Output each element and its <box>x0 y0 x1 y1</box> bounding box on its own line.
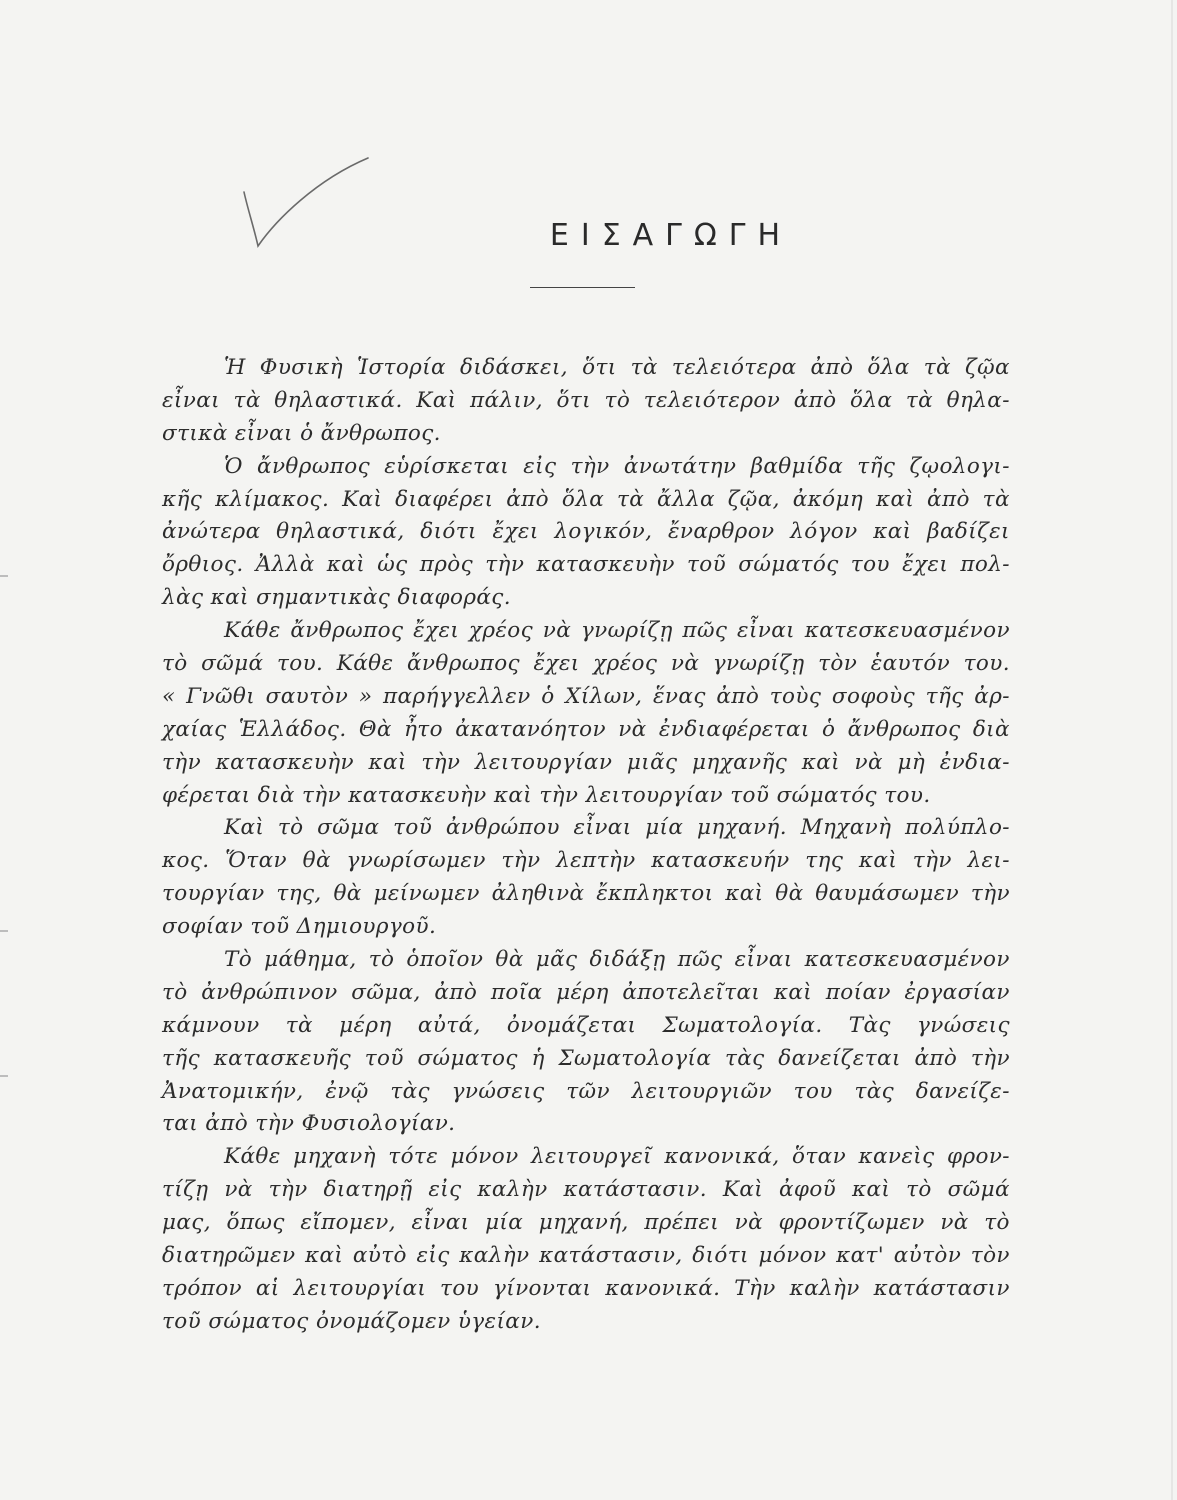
word: νὰ <box>854 749 883 775</box>
word: τοῦ <box>393 815 433 841</box>
word: τὸ <box>604 387 631 413</box>
word: σῶμα <box>317 815 380 841</box>
word: ὁποῖον <box>406 947 484 973</box>
word: καλὴν <box>789 1275 860 1301</box>
word: σοφοὺς <box>831 683 916 709</box>
word: του. <box>963 651 1010 677</box>
word: τοῦ <box>364 1045 404 1071</box>
word: αἱ <box>255 1275 280 1301</box>
word: ἄνθρωπος <box>406 651 520 677</box>
word: λόγον <box>790 519 858 545</box>
word: νὰ <box>618 716 647 742</box>
word: ἀνθρώπου <box>445 815 560 841</box>
word: τὴν <box>912 848 952 874</box>
word: νὰ <box>224 1177 253 1203</box>
word: τὰ <box>630 355 658 380</box>
text-line: τοῦ σώματος ὀνομάζομεν ὑγείαν. <box>162 1308 541 1334</box>
word: τουργίαν <box>162 881 265 907</box>
word: τὸ <box>906 1177 932 1203</box>
word: γνωρίσωμεν <box>346 848 486 874</box>
text-line <box>162 549 1010 582</box>
word: τὴν <box>162 749 202 775</box>
word: μηχανή. <box>696 815 787 841</box>
word: ἀκόμη <box>792 486 864 512</box>
word: Σωματολογία <box>558 1045 712 1071</box>
word: σώματος <box>417 1045 518 1071</box>
word: τὴν <box>501 848 541 874</box>
word: διδάξῃ <box>589 947 666 973</box>
word: καὶ <box>773 979 813 1005</box>
word: ὅτι <box>556 387 592 413</box>
word: πῶς <box>677 947 723 973</box>
text-line <box>162 648 1010 681</box>
word: τὰς <box>854 1078 895 1104</box>
text-line: στικὰ εἶναι ὁ ἄνθρωπος. <box>162 420 441 446</box>
word: Ἀλλὰ <box>255 552 315 578</box>
text-line <box>162 1174 1010 1207</box>
word: ζῳολογι- <box>909 453 1010 479</box>
word: εἶναι <box>411 1210 470 1236</box>
word: κατεσκευασμένον <box>804 947 1010 973</box>
word: διαφέρει <box>395 486 494 512</box>
text-line <box>162 878 1010 911</box>
word: σῶμα, <box>351 979 421 1005</box>
text-line <box>162 451 1010 484</box>
word: τὴν <box>970 881 1010 907</box>
word: Σωματολογία. <box>662 1012 823 1038</box>
word: Φυσικὴ <box>259 355 343 380</box>
word: ἡ <box>531 1045 545 1071</box>
word: τὰ <box>982 486 1010 512</box>
word: τὸ <box>162 651 188 677</box>
word: τὰς <box>724 1045 765 1071</box>
body-text <box>162 352 1010 1339</box>
word: θηλα- <box>946 387 1010 413</box>
word: ὅταν <box>792 1144 847 1170</box>
text-line <box>162 1010 1010 1043</box>
word: ἐργασίαν <box>904 979 1010 1005</box>
word: πρὸς <box>419 552 474 578</box>
title-underline <box>530 287 635 288</box>
word: δανείζεται <box>778 1045 901 1071</box>
word: νὰ <box>670 651 700 677</box>
word: ὡς <box>377 552 408 578</box>
word: γνωρίζῃ <box>580 618 673 644</box>
word: του. <box>276 651 324 677</box>
word: Καὶ <box>342 486 383 512</box>
word: Ὁ <box>224 453 243 479</box>
word: Γνῶθι <box>186 683 256 709</box>
word: βαδίζει <box>927 519 1010 545</box>
word: θαυμάσωμεν <box>815 881 960 907</box>
word: Καὶ <box>416 387 457 413</box>
word: εἶναι <box>162 387 220 413</box>
word: της, <box>276 881 322 907</box>
text-line <box>162 1273 1010 1306</box>
word: καλὴν <box>459 1243 530 1269</box>
word: νὰ <box>940 1210 969 1236</box>
word: Ἡ <box>224 355 246 380</box>
word: διότι <box>420 519 477 545</box>
word: πρέπει <box>644 1210 720 1236</box>
word: τελειότερα <box>671 355 797 380</box>
word: λειτουργεῖ <box>531 1144 652 1170</box>
word: διατηρῇ <box>323 1177 413 1203</box>
margin-mark <box>0 1075 8 1077</box>
word: τὸ <box>984 1210 1010 1236</box>
word: σαυτὸν <box>265 683 349 709</box>
word: λεπτὴν <box>556 848 636 874</box>
word: γνώσεις <box>451 1078 545 1104</box>
word: ἀπὸ <box>793 387 837 413</box>
word: ὅλα <box>867 355 910 380</box>
word: ἀπὸ <box>716 683 760 709</box>
word: χρέος <box>593 651 658 677</box>
word: τῆς <box>925 683 964 709</box>
text-line <box>162 1207 1010 1240</box>
word: τὸ <box>162 979 188 1005</box>
word: μας, <box>162 1210 211 1236</box>
word: εὑρίσκεται <box>384 453 510 479</box>
word: σώματός <box>738 552 839 578</box>
word: τὰ <box>285 1012 313 1038</box>
word: της <box>805 848 844 874</box>
word: καὶ <box>852 1177 891 1203</box>
word: Κάθε <box>336 651 394 677</box>
text-line <box>162 1141 1010 1174</box>
word: διότι <box>692 1243 749 1269</box>
word: του <box>793 1078 833 1104</box>
text-line: ται ἀπὸ τὴν Φυσιολογίαν. <box>162 1111 456 1137</box>
word: τοῦ <box>686 552 727 578</box>
text-line <box>162 845 1010 878</box>
word: τὰ <box>923 355 951 380</box>
word: Καὶ <box>722 1177 764 1203</box>
word: μόνον <box>758 1243 827 1269</box>
word: λειτουργίαι <box>293 1275 427 1301</box>
word: Ὅταν <box>225 848 287 874</box>
word: κατασκευὴν <box>215 749 354 775</box>
word: σῶμά <box>947 1177 1010 1203</box>
word: φρον- <box>947 1144 1010 1170</box>
word: κλίμακος. <box>215 486 330 512</box>
word: ἔχει <box>902 552 949 578</box>
word: εἶναι <box>734 947 793 973</box>
word: τίζῃ <box>162 1177 209 1203</box>
word: ἀπὸ <box>927 486 970 512</box>
word: κος. <box>162 848 210 874</box>
word: θηλαστικά. <box>274 387 403 413</box>
word: » <box>358 683 373 709</box>
word: κατασκευῆς <box>213 1045 352 1071</box>
word: τὰ <box>905 387 934 413</box>
word: Καὶ <box>224 815 265 841</box>
word: ἔχει <box>413 618 460 644</box>
word: ὅτι <box>582 355 617 380</box>
word: καὶ <box>368 749 407 775</box>
word: καὶ <box>858 848 898 874</box>
word: χαίας <box>162 716 227 742</box>
text-line <box>162 812 1010 845</box>
word: Ἱστορία <box>357 355 446 380</box>
word: διατηρῶμεν <box>162 1243 296 1269</box>
word: Τὸ <box>224 947 253 973</box>
word: ἄνθρωπος <box>257 453 371 479</box>
margin-mark <box>0 575 8 577</box>
word: εἰς <box>428 1177 462 1203</box>
word: καὶ <box>725 881 764 907</box>
text-line: λὰς καὶ σημαντικὰς διαφοράς. <box>162 585 511 611</box>
word: κατάστασιν <box>873 1275 1010 1301</box>
word: θὰ <box>775 881 804 907</box>
word: ἀνώτερα <box>162 519 261 545</box>
word: κάμνουν <box>162 1012 260 1038</box>
word: τὴν <box>970 1045 1010 1071</box>
word: κανονικά. <box>605 1275 721 1301</box>
word: λει- <box>967 848 1010 874</box>
word: μηχανὴ <box>293 1144 376 1170</box>
word: κῆς <box>162 486 203 512</box>
word: πολ- <box>960 552 1010 578</box>
word: ὅπως <box>226 1210 285 1236</box>
word: πολύπλο- <box>905 815 1010 841</box>
word: ἀνωτάτην <box>623 453 737 479</box>
word: μόνον <box>450 1144 519 1170</box>
word: μείνωμεν <box>373 881 480 907</box>
word: Θὰ <box>358 716 392 742</box>
word: ζῷα, <box>727 486 780 512</box>
word: τὸ <box>277 815 304 841</box>
word: κατ' <box>836 1243 885 1269</box>
word: καὶ <box>873 519 912 545</box>
word: ὁ <box>541 683 555 709</box>
word: πάλιν, <box>470 387 544 413</box>
word: αὐτὸ <box>352 1243 407 1269</box>
word: σῶμά <box>201 651 264 677</box>
word: καλὴν <box>477 1177 548 1203</box>
word: ἔκπληκτοι <box>596 881 714 907</box>
word: καὶ <box>875 486 915 512</box>
word: ἀνθρώπινον <box>201 979 338 1005</box>
page-title: ΕΙΣΑΓΩΓΗ <box>549 218 793 253</box>
word: « <box>162 683 176 709</box>
word: ἀπὸ <box>434 979 478 1005</box>
word: μέρη <box>339 1012 392 1038</box>
word: γνώσεις <box>917 1012 1010 1038</box>
word: μία <box>645 815 684 841</box>
word: λειτουργίαν <box>474 749 613 775</box>
text-line: φέρεται διὰ τὴν κατασκευὴν καὶ τὴν λειτουργίαν τοῦ σώματός του. <box>162 782 931 808</box>
word: Τὰς <box>848 1012 891 1038</box>
word: δανείζε- <box>915 1078 1010 1104</box>
text-line <box>162 681 1010 714</box>
word: Τὴν <box>734 1275 776 1301</box>
word: ἀπὸ <box>506 486 550 512</box>
word: νὰ <box>542 618 572 644</box>
word: τῶν <box>566 1078 610 1104</box>
word: εἶναι <box>737 618 796 644</box>
text-line <box>162 1240 1010 1273</box>
word: γνωρίζῃ <box>712 651 805 677</box>
word: μέρη <box>556 979 609 1005</box>
word: κατασκευὴν <box>536 552 675 578</box>
word: τὴν <box>570 453 610 479</box>
word: ὅλα <box>850 387 893 413</box>
word: παρήγγελλεν <box>382 683 531 709</box>
word: μηχανῆς <box>692 749 788 775</box>
word: ἄνθρωπος <box>847 716 961 742</box>
word: μία <box>485 1210 524 1236</box>
text-line <box>162 977 1010 1010</box>
word: του <box>440 1275 480 1301</box>
word: εἰς <box>416 1243 450 1269</box>
word: καὶ <box>326 552 366 578</box>
word: μιᾶς <box>626 749 678 775</box>
text-line <box>162 352 1010 385</box>
word: μηχανή, <box>538 1210 629 1236</box>
word: μάθημα, <box>264 947 357 973</box>
word: ὁ <box>821 716 836 742</box>
word: Ἑλλάδος. <box>238 716 347 742</box>
word: ἀκατανόητον <box>455 716 606 742</box>
word: ἐνδιαφέρεται <box>658 716 810 742</box>
word: Κάθε <box>224 618 281 644</box>
word: ἀπὸ <box>914 1045 958 1071</box>
word: ποῖα <box>490 979 543 1005</box>
word: τὸν <box>818 651 858 677</box>
word: Μηχανὴ <box>800 815 892 841</box>
word: εἰς <box>523 453 557 479</box>
text-line: σοφίαν τοῦ Δημιουργοῦ. <box>162 914 437 940</box>
word: τρόπον <box>162 1275 243 1301</box>
word: μᾶς <box>535 947 578 973</box>
word: εἶναι <box>573 815 632 841</box>
text-line <box>162 747 1010 780</box>
word: τῆς <box>162 1045 201 1071</box>
text-line <box>162 484 1010 517</box>
word: Χίλων, <box>565 683 643 709</box>
word: διδάσκει, <box>460 355 569 380</box>
text-line <box>162 516 1010 549</box>
word: ἀφοῦ <box>778 1177 837 1203</box>
word: χρέος <box>468 618 534 644</box>
word: βαθμίδα <box>750 453 844 479</box>
word: θὰ <box>302 848 331 874</box>
text-line <box>162 714 1010 747</box>
word: ποίαν <box>825 979 891 1005</box>
word: ἀληθινὰ <box>491 881 585 907</box>
word: εἴπομεν, <box>300 1210 396 1236</box>
word: θὰ <box>333 881 362 907</box>
word: ζῷα <box>965 355 1010 380</box>
word: τὸν <box>970 1243 1010 1269</box>
word: μὴ <box>897 749 926 775</box>
word: τὸ <box>368 947 395 973</box>
text-line <box>162 944 1010 977</box>
word: τὴν <box>485 552 525 578</box>
word: νὰ <box>734 1210 764 1236</box>
word: καὶ <box>305 1243 344 1269</box>
word: τοὺς <box>769 683 822 709</box>
word: κανεὶς <box>858 1144 935 1170</box>
word: ἐνδια- <box>939 749 1010 775</box>
word: τελειότερον <box>643 387 781 413</box>
word: φροντίζωμεν <box>778 1210 925 1236</box>
page-edge <box>1171 0 1173 1500</box>
word: τὰ <box>233 387 261 413</box>
word: πῶς <box>682 618 728 644</box>
word: ὅλα <box>561 486 605 512</box>
word: ὀνομάζεται <box>506 1012 637 1038</box>
word: γίνονται <box>492 1275 592 1301</box>
word: ἄνθρωπος <box>290 618 404 644</box>
word: ἔχει <box>492 519 539 545</box>
text-line <box>162 1076 1010 1109</box>
word: ἕνας <box>653 683 706 709</box>
word: κατάστασιν. <box>563 1177 708 1203</box>
word: Ἀνατομικήν, <box>162 1078 304 1104</box>
word: ἐνῷ <box>325 1078 369 1104</box>
word: τῆς <box>857 453 896 479</box>
word: κατεσκευασμένον <box>804 618 1010 644</box>
word: ἔχει <box>533 651 580 677</box>
word: τὴν <box>268 1177 308 1203</box>
word: ἀρ- <box>974 683 1010 709</box>
text-line <box>162 1043 1010 1076</box>
word: Κάθε <box>224 1144 281 1170</box>
word: κανονικά, <box>664 1144 780 1170</box>
word: κατάστασιν, <box>539 1243 683 1269</box>
word: ἔναρθρον <box>667 519 775 545</box>
word: ἑαυτόν <box>870 651 951 677</box>
word: λειτουργιῶν <box>631 1078 773 1104</box>
word: κατασκευήν <box>651 848 790 874</box>
word: ἀποτελεῖται <box>622 979 761 1005</box>
word: ἦτο <box>404 716 443 742</box>
word: αὐτὸν <box>893 1243 962 1269</box>
word: λογικόν, <box>554 519 653 545</box>
word: ὄρθιος. <box>162 552 244 578</box>
word: τὰ <box>616 486 645 512</box>
word: του <box>850 552 890 578</box>
word: τὰς <box>390 1078 430 1104</box>
word: καὶ <box>801 749 840 775</box>
word: διὰ <box>972 716 1010 742</box>
word: τὴν <box>421 749 461 775</box>
word: ἀπὸ <box>810 355 854 380</box>
word: τότε <box>388 1144 439 1170</box>
text-line <box>162 385 1010 418</box>
word: θηλαστικά, <box>276 519 405 545</box>
word: θὰ <box>495 947 524 973</box>
word: ἄλλα <box>657 486 715 512</box>
margin-mark <box>0 930 8 932</box>
word: αὐτά, <box>417 1012 481 1038</box>
text-line <box>162 615 1010 648</box>
